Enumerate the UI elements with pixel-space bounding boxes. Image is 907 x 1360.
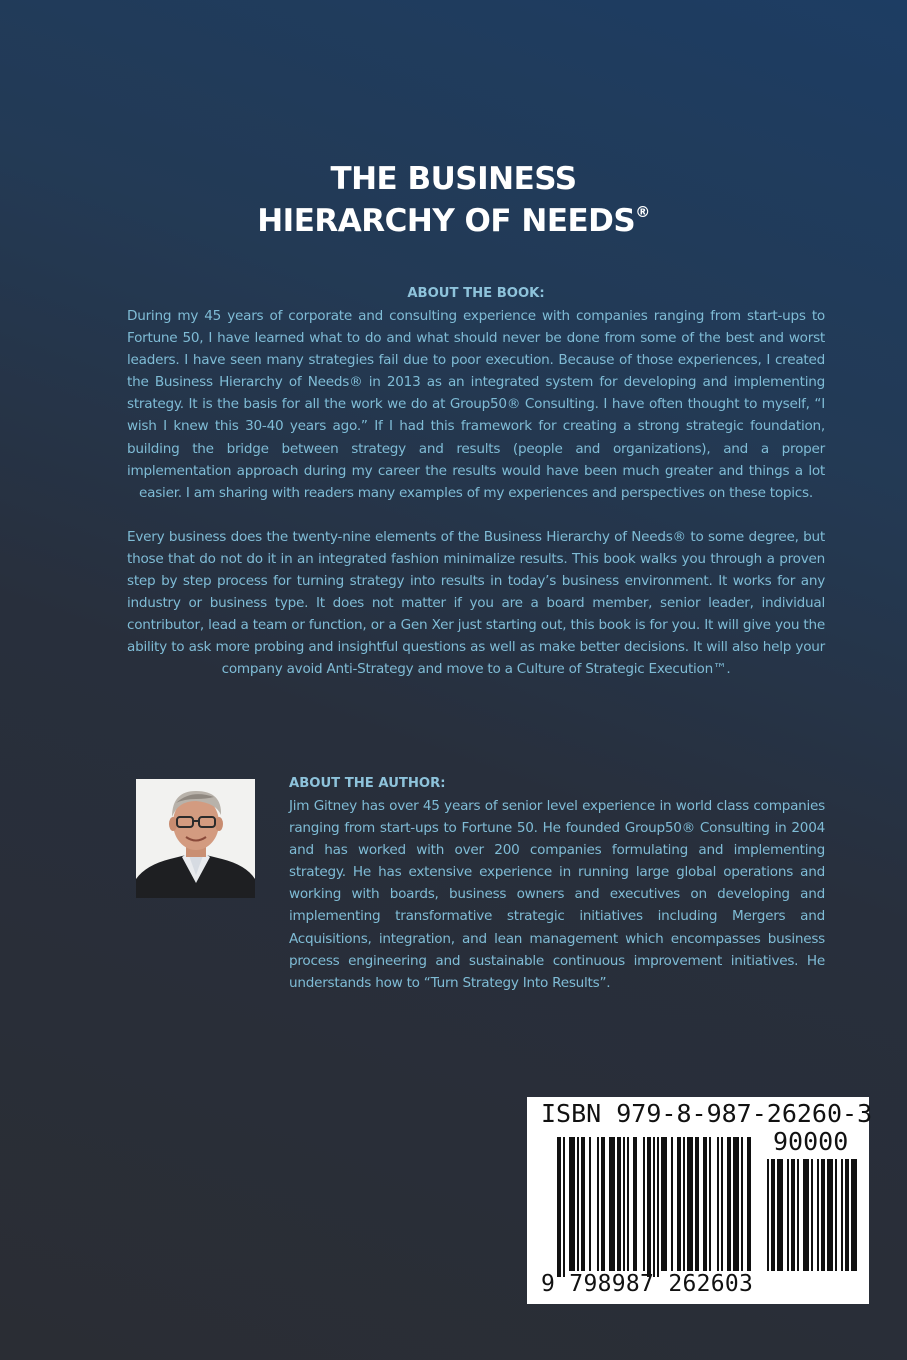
about-book-section — [127, 283, 825, 681]
addon-bar — [845, 1159, 849, 1271]
addon-bar — [835, 1159, 837, 1271]
addon-bar — [817, 1159, 819, 1271]
addon-bar — [777, 1159, 783, 1271]
about-book-heading: ABOUT THE BOOK: — [407, 286, 545, 301]
book-title — [0, 158, 907, 242]
about-author-heading: ABOUT THE AUTHOR: — [289, 776, 446, 791]
addon-bar — [787, 1159, 789, 1271]
book-title-line2: HIERARCHY OF NEEDS — [257, 203, 636, 239]
addon-bar — [851, 1159, 857, 1271]
addon-bar — [797, 1159, 799, 1271]
registered-mark: ® — [635, 203, 650, 221]
addon-bar — [771, 1159, 775, 1271]
addon-bar — [827, 1159, 833, 1271]
about-author-paragraph: Jim Gitney has over 45 years of senior level experience in world class companies ranging from start-ups to Fortune 50. He founded Group50® Consulting in 2004 and has worked with over 200 companies formulating and implementing strategy. He has extensive experience in running large global operations and working with boards, business owners and executives on developing and implementing transformative strategic initiatives including Mergers and Acquisitions, integration, and lean management which encompasses business process engineering and sustainable continuous improvement initiatives. He understands how to “Turn Strategy Into Results”. — [289, 798, 825, 991]
book-title-line2-wrap — [0, 200, 907, 242]
book-title-line1: THE BUSINESS — [330, 161, 577, 197]
addon-bar — [821, 1159, 825, 1271]
addon-bar — [791, 1159, 795, 1271]
isbn-number: ISBN 979-8-987-26260-3 — [541, 1099, 873, 1128]
about-book-paragraph-2: Every business does the twenty-nine elements of the Business Hierarchy of Needs® to some degree, but those that do not do it in an integrated fashion minimalize results. This book walks you through a proven step by step process for turning strategy into results in today’s business environment. It works for any industry or business type. It does not matter if you are a board member, senior leader, individual contributor, lead a team or function, or a Gen Xer just starting out, this book is for you. It will give you the ability to ask more probing and insightful questions as well as make better decisions. It will also help your company avoid Anti-Strategy and move to a Culture of Strategic Execution™. — [127, 528, 825, 678]
about-author-section — [289, 773, 825, 994]
author-photo — [136, 779, 255, 898]
about-book-paragraph-1: During my 45 years of corporate and consulting experience with companies ranging from start-ups to Fortune 50, I have learned what to do and what should never be done from some of the best and worst leaders. I have seen many strategies fail due to poor execution. Because of those experiences, I created the Business Hierarchy of Needs® in 2013 as an integrated system for developing and implementing strategy. It is the basis for all the work we do at Group50® Consulting. I have often thought to myself, “I wish I knew this 30-40 years ago.” If I had this framework for creating a strong strategic foundation, building the bridge between strategy and results (people and organizations), and a proper implementation approach during my career the results would have been much greater and things a lot easier. I am sharing with readers many examples of my experiences and perspectives on these topics. — [127, 308, 825, 501]
addon-bar — [767, 1159, 769, 1271]
author-portrait-image — [136, 779, 255, 898]
barcode-addon-number: 90000 — [773, 1127, 849, 1156]
addon-bar — [841, 1159, 843, 1271]
addon-bar — [811, 1159, 813, 1271]
isbn-barcode — [527, 1097, 873, 1304]
addon-bar — [803, 1159, 809, 1271]
barcode-digits: 9 798987 262603 — [541, 1271, 754, 1297]
